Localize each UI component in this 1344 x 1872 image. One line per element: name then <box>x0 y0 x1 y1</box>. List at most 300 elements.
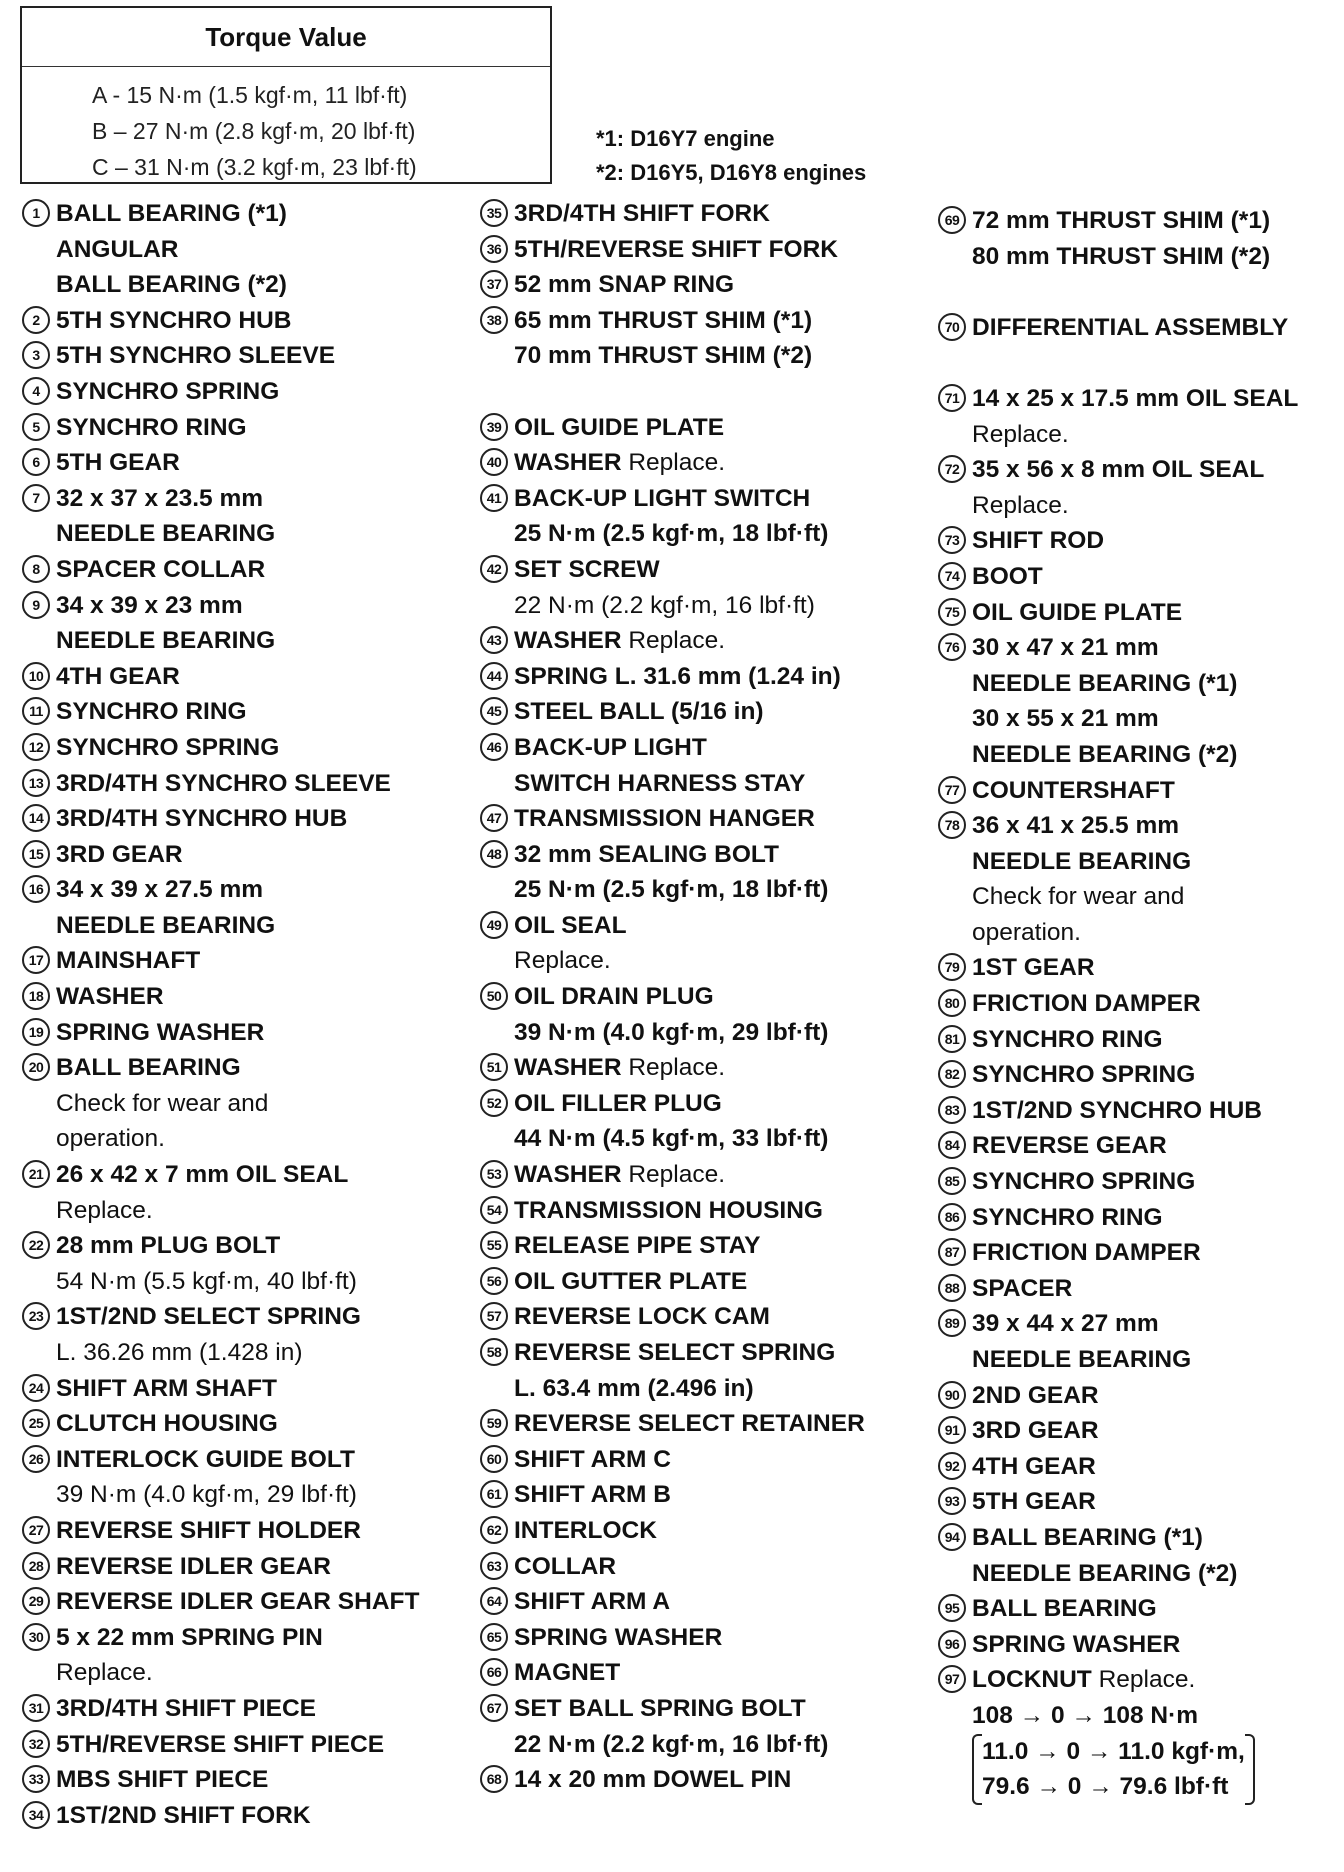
part-description <box>972 773 1298 809</box>
part-item-39 <box>480 410 865 446</box>
part-name: 80 mm THRUST SHIM (*2) <box>972 242 1271 270</box>
part-line <box>972 1627 1298 1663</box>
part-line <box>972 1128 1298 1164</box>
part-description <box>514 1228 865 1264</box>
parts-column-1 <box>22 196 419 1833</box>
part-number-badge: 33 <box>22 1765 50 1793</box>
part-number-badge: 89 <box>938 1309 966 1337</box>
part-number-badge: 52 <box>480 1089 508 1117</box>
part-name: 25 N·m (2.5 kgf·m, 18 lbf·ft) <box>514 876 829 904</box>
part-number-badge: 16 <box>22 875 50 903</box>
part-line <box>972 488 1298 524</box>
part-number-badge: 87 <box>938 1238 966 1266</box>
part-description <box>972 1093 1298 1129</box>
part-line <box>972 1484 1298 1520</box>
part-line <box>514 1264 865 1300</box>
part-description <box>514 801 865 837</box>
part-description <box>514 1050 865 1086</box>
part-line <box>514 445 865 481</box>
part-description <box>514 730 865 801</box>
part-line <box>514 1655 865 1691</box>
part-line <box>514 481 865 517</box>
part-number-badge: 17 <box>22 946 50 974</box>
part-number-badge: 41 <box>480 484 508 512</box>
part-item-37 <box>480 267 865 303</box>
part-line <box>56 303 419 339</box>
part-number-badge: 6 <box>22 448 50 476</box>
part-item-95 <box>938 1591 1298 1627</box>
part-description <box>56 338 419 374</box>
part-item-13 <box>22 766 419 802</box>
part-description <box>514 1264 865 1300</box>
part-line <box>56 694 419 730</box>
part-note: Check for wear and <box>972 883 1185 911</box>
part-line <box>56 1050 419 1086</box>
part-line <box>972 1306 1298 1342</box>
part-line <box>972 773 1298 809</box>
part-line <box>56 1228 419 1264</box>
part-item-12 <box>22 730 419 766</box>
part-name: 72 mm THRUST SHIM (*1) <box>972 207 1271 234</box>
part-name: 3RD/4TH SYNCHRO SLEEVE <box>56 769 391 797</box>
spacer <box>938 345 1298 381</box>
part-description <box>514 1655 865 1691</box>
part-name: SHIFT ARM A <box>514 1588 671 1616</box>
part-number-badge: 12 <box>22 733 50 761</box>
part-item-40 <box>480 445 865 481</box>
part-name: SPACER COLLAR <box>56 555 266 583</box>
part-number-badge: 36 <box>480 235 508 263</box>
part-name: 22 N·m (2.2 kgf·m, 16 lbf·ft) <box>514 1730 829 1758</box>
part-description <box>56 196 419 303</box>
torque-row-c: C – 31 N·m (3.2 kgf·m, 23 lbf·ft) <box>92 154 417 180</box>
part-name: BALL BEARING (*2) <box>56 271 287 299</box>
torque-value-rows <box>22 67 550 185</box>
part-description <box>56 837 419 873</box>
part-line <box>972 844 1298 880</box>
part-description <box>514 1299 865 1335</box>
part-note: Replace. <box>628 627 726 655</box>
part-item-45 <box>480 694 865 730</box>
part-note: Check for wear and <box>56 1089 269 1117</box>
part-name: WASHER <box>514 627 622 655</box>
part-name: NEEDLE BEARING <box>972 847 1192 875</box>
part-description <box>514 623 865 659</box>
part-description <box>514 979 865 1050</box>
part-item-73 <box>938 523 1298 559</box>
part-description <box>972 1662 1298 1804</box>
part-description <box>972 1413 1298 1449</box>
part-description <box>56 1584 419 1620</box>
spacer <box>938 274 1298 310</box>
part-line <box>972 1342 1298 1378</box>
engine-note-1: *1: D16Y7 engine <box>596 126 775 151</box>
part-name: COUNTERSHAFT <box>972 776 1175 804</box>
part-description <box>972 452 1298 523</box>
part-item-64 <box>480 1584 865 1620</box>
part-number-badge: 32 <box>22 1730 50 1758</box>
part-item-52 <box>480 1086 865 1157</box>
part-description <box>56 374 419 410</box>
part-item-63 <box>480 1549 865 1585</box>
part-name: 70 mm THRUST SHIM (*2) <box>514 342 813 370</box>
part-line <box>56 481 419 517</box>
part-line <box>56 445 419 481</box>
part-name: SHIFT ARM SHAFT <box>56 1374 277 1402</box>
part-name: 3RD GEAR <box>972 1417 1099 1445</box>
part-name: 4TH GEAR <box>56 662 180 690</box>
part-item-20 <box>22 1050 419 1157</box>
part-name: 1ST GEAR <box>972 954 1095 982</box>
part-number-badge: 68 <box>480 1765 508 1793</box>
part-name: 108 → 0 → 108 N·m <box>972 1701 1199 1729</box>
part-line <box>972 1022 1298 1058</box>
part-line <box>514 552 865 588</box>
part-line <box>56 1335 419 1371</box>
part-line <box>972 950 1298 986</box>
part-note: L. 36.26 mm (1.428 in) <box>56 1339 303 1366</box>
part-line <box>514 1691 865 1727</box>
part-description <box>972 559 1298 595</box>
part-note: Replace. <box>1098 1666 1196 1694</box>
part-line <box>56 552 419 588</box>
part-item-93 <box>938 1484 1298 1520</box>
part-description <box>56 979 419 1015</box>
part-description <box>514 1157 865 1193</box>
part-description <box>56 1620 419 1691</box>
part-line <box>514 588 865 624</box>
part-line <box>56 1193 419 1229</box>
part-item-15 <box>22 837 419 873</box>
part-line <box>514 303 865 339</box>
part-name: 14 x 25 x 17.5 mm OIL SEAL <box>972 384 1299 412</box>
part-name: OIL FILLER PLUG <box>514 1089 722 1117</box>
part-description <box>56 1050 419 1157</box>
part-name: 65 mm THRUST SHIM (*1) <box>514 306 813 334</box>
part-name: DIFFERENTIAL ASSEMBLY <box>972 313 1289 341</box>
part-item-8 <box>22 552 419 588</box>
part-item-2 <box>22 303 419 339</box>
part-note: Replace. <box>514 947 611 975</box>
part-description <box>514 1335 865 1406</box>
part-name: NEEDLE BEARING <box>56 627 276 655</box>
part-number-badge: 51 <box>480 1053 508 1081</box>
part-line <box>56 623 419 659</box>
part-name: 32 mm SEALING BOLT <box>514 840 780 868</box>
part-item-50 <box>480 979 865 1050</box>
part-number-badge: 44 <box>480 662 508 690</box>
part-name: OIL GUTTER PLATE <box>514 1267 748 1295</box>
part-name: NEEDLE BEARING <box>972 1346 1192 1373</box>
part-number-badge: 1 <box>22 199 50 227</box>
part-description <box>56 1157 419 1228</box>
part-number-badge: 82 <box>938 1060 966 1088</box>
part-line <box>56 1299 419 1335</box>
part-number-badge: 13 <box>22 769 50 797</box>
part-name: 32 x 37 x 23.5 mm <box>56 484 264 512</box>
part-name: 34 x 39 x 27.5 mm <box>56 876 264 904</box>
part-line <box>972 1556 1298 1592</box>
part-name: 5TH/REVERSE SHIFT FORK <box>514 235 838 263</box>
part-line <box>56 1157 419 1193</box>
part-name: ANGULAR <box>56 235 179 263</box>
part-line <box>56 338 419 374</box>
part-number-badge: 38 <box>480 306 508 334</box>
part-note: operation. <box>972 918 1081 946</box>
part-name: 34 x 39 x 23 mm <box>56 591 243 619</box>
part-name: OIL GUIDE PLATE <box>514 413 725 441</box>
part-number-badge: 46 <box>480 733 508 761</box>
part-description <box>56 1228 419 1299</box>
part-number-badge: 59 <box>480 1409 508 1437</box>
part-name: 30 x 47 x 21 mm <box>972 634 1159 662</box>
part-number-badge: 57 <box>480 1302 508 1330</box>
part-description <box>972 1164 1298 1200</box>
part-number-badge: 97 <box>938 1665 966 1693</box>
part-name: RELEASE PIPE STAY <box>514 1232 761 1260</box>
part-name: 2ND GEAR <box>972 1381 1099 1409</box>
part-description <box>56 766 419 802</box>
part-item-25 <box>22 1406 419 1442</box>
part-line <box>514 1228 865 1264</box>
part-description <box>972 1022 1298 1058</box>
part-item-59 <box>480 1406 865 1442</box>
part-item-85 <box>938 1164 1298 1200</box>
part-description <box>972 1520 1298 1591</box>
part-item-9 <box>22 588 419 659</box>
part-line <box>514 516 865 552</box>
part-item-48 <box>480 837 865 908</box>
part-name: 3RD GEAR <box>56 840 183 868</box>
part-name: 5TH SYNCHRO HUB <box>56 306 292 334</box>
part-name: REVERSE GEAR <box>972 1132 1167 1160</box>
part-number-badge: 24 <box>22 1374 50 1402</box>
part-line <box>514 338 865 374</box>
part-line <box>56 1442 419 1478</box>
part-line <box>972 1057 1298 1093</box>
part-name: SWITCH HARNESS STAY <box>514 769 806 797</box>
part-line <box>56 516 419 552</box>
part-description <box>972 950 1298 986</box>
part-line <box>514 1299 865 1335</box>
part-number-badge: 47 <box>480 804 508 832</box>
part-line <box>972 1520 1298 1556</box>
torque-bracket <box>972 1734 1255 1805</box>
part-description <box>972 1627 1298 1663</box>
part-number-badge: 90 <box>938 1381 966 1409</box>
part-description <box>514 267 865 303</box>
part-line <box>514 979 865 1015</box>
part-number-badge: 55 <box>480 1231 508 1259</box>
part-item-29 <box>22 1584 419 1620</box>
part-line <box>972 310 1298 346</box>
part-number-badge: 76 <box>938 633 966 661</box>
part-number-badge: 27 <box>22 1516 50 1544</box>
part-line <box>56 908 419 944</box>
part-number-badge: 21 <box>22 1160 50 1188</box>
part-number-badge: 88 <box>938 1274 966 1302</box>
part-number-badge: 25 <box>22 1409 50 1437</box>
part-name: 26 x 42 x 7 mm OIL SEAL <box>56 1161 349 1189</box>
part-line <box>972 1378 1298 1414</box>
part-number-badge: 15 <box>22 840 50 868</box>
part-number-badge: 20 <box>22 1053 50 1081</box>
torque-row-a: A - 15 N·m (1.5 kgf·m, 11 lbf·ft) <box>92 82 408 108</box>
part-description <box>972 1271 1298 1307</box>
part-line <box>514 196 865 232</box>
part-line <box>972 239 1298 275</box>
part-number-badge: 94 <box>938 1523 966 1551</box>
part-description <box>514 196 865 232</box>
part-item-88 <box>938 1271 1298 1307</box>
part-number-badge: 43 <box>480 626 508 654</box>
part-item-44 <box>480 659 865 695</box>
part-item-43 <box>480 623 865 659</box>
part-line <box>56 837 419 873</box>
part-name: 35 x 56 x 8 mm OIL SEAL <box>972 456 1265 484</box>
part-description <box>56 659 419 695</box>
part-item-79 <box>938 950 1298 986</box>
part-number-badge: 5 <box>22 413 50 441</box>
part-line <box>514 1157 865 1193</box>
part-description <box>514 1549 865 1585</box>
part-number-badge: 64 <box>480 1587 508 1615</box>
part-line <box>56 766 419 802</box>
part-line <box>514 730 865 766</box>
part-line <box>514 1371 865 1407</box>
part-description <box>514 694 865 730</box>
part-number-badge: 74 <box>938 562 966 590</box>
part-number-badge: 9 <box>22 591 50 619</box>
part-name: BACK-UP LIGHT SWITCH <box>514 484 811 512</box>
part-line <box>514 623 865 659</box>
part-item-57 <box>480 1299 865 1335</box>
part-name: NEEDLE BEARING <box>56 520 276 548</box>
part-name: REVERSE SHIFT HOLDER <box>56 1516 361 1544</box>
part-line <box>514 1121 865 1157</box>
part-line <box>56 1477 419 1513</box>
part-description <box>972 808 1298 950</box>
part-name: NEEDLE BEARING (*2) <box>972 740 1238 768</box>
part-number-badge: 81 <box>938 1025 966 1053</box>
engine-notes <box>596 122 866 190</box>
part-item-42 <box>480 552 865 623</box>
part-number-badge: 50 <box>480 982 508 1010</box>
part-number-badge: 18 <box>22 982 50 1010</box>
part-description <box>514 659 865 695</box>
part-name: OIL SEAL <box>514 911 627 939</box>
part-name: SHIFT ARM B <box>514 1481 671 1509</box>
part-item-92 <box>938 1449 1298 1485</box>
bracket-line: 79.6 → 0 → 79.6 lbf·ft <box>982 1773 1229 1801</box>
part-description <box>56 552 419 588</box>
part-name: SYNCHRO SPRING <box>972 1168 1196 1196</box>
part-line <box>56 196 419 232</box>
part-line <box>56 801 419 837</box>
part-item-38 <box>480 303 865 374</box>
part-name: SPACER <box>972 1274 1073 1302</box>
part-number-badge: 80 <box>938 989 966 1017</box>
part-item-6 <box>22 445 419 481</box>
part-item-58 <box>480 1335 865 1406</box>
part-note: Replace. <box>56 1196 153 1224</box>
part-item-23 <box>22 1299 419 1370</box>
torque-value-box <box>20 6 552 184</box>
part-number-badge: 8 <box>22 555 50 583</box>
part-line <box>56 1015 419 1051</box>
part-description <box>514 1442 865 1478</box>
part-number-badge: 73 <box>938 526 966 554</box>
part-item-34 <box>22 1798 419 1834</box>
part-number-badge: 62 <box>480 1516 508 1544</box>
part-item-75 <box>938 595 1298 631</box>
part-description <box>56 872 419 943</box>
part-number-badge: 95 <box>938 1594 966 1622</box>
part-name: 5 x 22 mm SPRING PIN <box>56 1623 323 1651</box>
part-number-badge: 69 <box>938 206 966 234</box>
part-number-badge: 37 <box>480 270 508 298</box>
part-line <box>56 374 419 410</box>
part-line <box>56 1762 419 1798</box>
part-item-10 <box>22 659 419 695</box>
part-line <box>514 694 865 730</box>
part-description <box>972 1591 1298 1627</box>
part-number-badge: 77 <box>938 776 966 804</box>
part-description <box>972 310 1298 346</box>
part-item-31 <box>22 1691 419 1727</box>
part-description <box>972 523 1298 559</box>
part-line <box>56 267 419 303</box>
part-item-41 <box>480 481 865 552</box>
part-line <box>514 908 865 944</box>
part-line <box>56 1549 419 1585</box>
spacer <box>480 374 865 410</box>
part-line <box>514 1584 865 1620</box>
part-item-84 <box>938 1128 1298 1164</box>
part-name: 4TH GEAR <box>972 1452 1096 1480</box>
part-number-badge: 40 <box>480 448 508 476</box>
part-description <box>56 1762 419 1798</box>
part-line <box>56 1691 419 1727</box>
part-name: 39 N·m (4.0 kgf·m, 29 lbf·ft) <box>514 1018 829 1046</box>
part-item-65 <box>480 1620 865 1656</box>
parts-column-2 <box>480 196 865 1798</box>
part-number-badge: 60 <box>480 1445 508 1473</box>
part-description <box>56 1442 419 1513</box>
part-number-badge: 29 <box>22 1587 50 1615</box>
part-number-badge: 86 <box>938 1203 966 1231</box>
part-number-badge: 48 <box>480 840 508 868</box>
part-line <box>56 1727 419 1763</box>
part-number-badge: 19 <box>22 1018 50 1046</box>
part-item-69 <box>938 203 1298 274</box>
part-line <box>972 1662 1298 1698</box>
part-description <box>56 303 419 339</box>
part-description <box>514 1086 865 1157</box>
part-name: 1ST/2ND SHIFT FORK <box>56 1801 311 1829</box>
part-description <box>56 445 419 481</box>
part-name: REVERSE SELECT RETAINER <box>514 1410 865 1438</box>
part-name: WASHER <box>514 449 622 477</box>
part-name: 1ST/2ND SELECT SPRING <box>56 1303 361 1331</box>
part-line <box>56 588 419 624</box>
part-item-51 <box>480 1050 865 1086</box>
part-name: 5TH SYNCHRO SLEEVE <box>56 342 336 370</box>
part-name: FRICTION DAMPER <box>972 1239 1201 1267</box>
part-line <box>972 1200 1298 1236</box>
part-name: BACK-UP LIGHT <box>514 733 707 761</box>
part-number-badge: 26 <box>22 1445 50 1473</box>
